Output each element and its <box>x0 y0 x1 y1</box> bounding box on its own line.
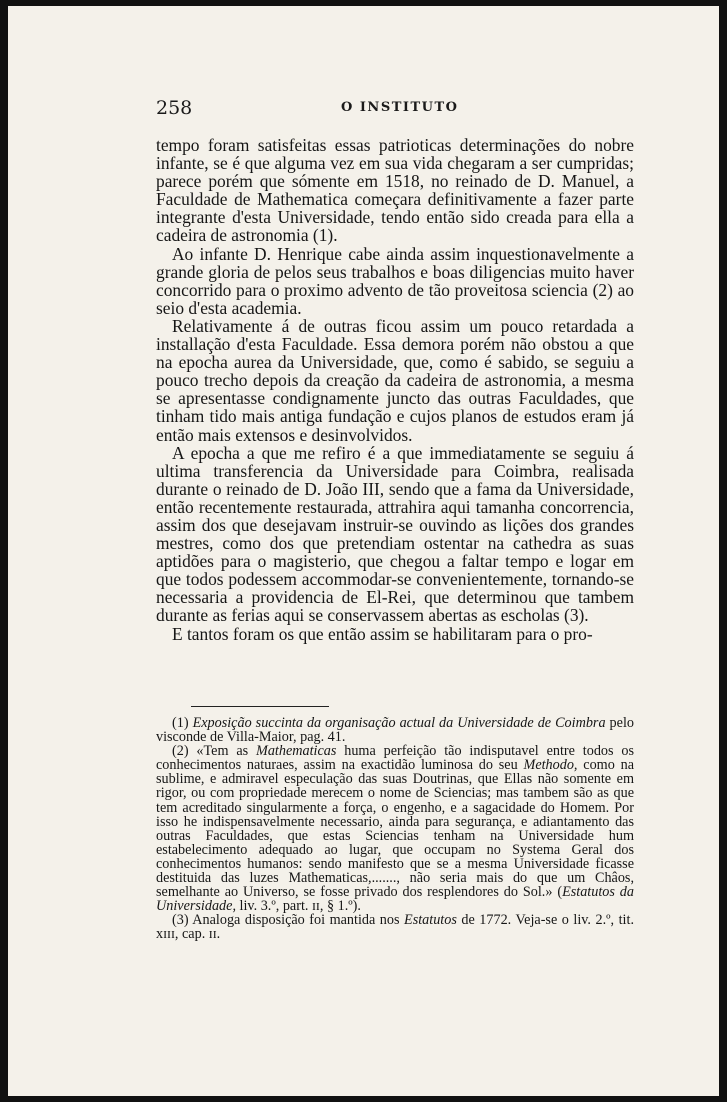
footnote-1 <box>156 716 634 744</box>
footnote-2 <box>156 744 634 913</box>
paragraph-2: Ao infante D. Henrique cabe ainda assim inquestionavelmente a grande gloria de pelos seus trabalhos e boas diligencias muito haver concorrido para o proximo advento de tão proveitosa sciencia (2) ao seio d'esta academia. <box>156 243 634 318</box>
paragraph-4: A epocha a que me refiro é a que immediatamente se seguiu á ultima transferencia da Universidade para Coimbra, realisada durante o reinado de D. João III, sendo que a fama da Universidade, então recentemente restaurada, attrahira aqui tamanha concorrencia, assim dos que desejavam instruir-se ouvindo as lições dos grandes mestres, como dos que pretendiam ostentar na cathedra as suas aptidões para o magisterio, que chegou a faltar tempo e logar em que todos podessem accommodar-se convenientemente, tornando-se necessaria a providencia de El-Rei, que determinou que tambem durante as ferias aqui se conservassem abertas as escholas (3). <box>156 442 634 626</box>
paragraph-5: E tantos foram os que então assim se habilitaram para o pro- <box>172 623 593 644</box>
footnote-2-text-g: liv. 3.º, part. ɪɪ, § 1.º). <box>236 898 361 915</box>
book-page <box>8 6 719 1096</box>
footnote-2-italic-b: Mathematicas <box>256 743 337 760</box>
footnote-3 <box>156 913 634 941</box>
footnote-divider <box>191 706 329 707</box>
paragraph-3: Relativamente á de outras ficou assim um pouco retardada a installação d'esta Faculdade. Essa demora porém não obstou a que na epocha aurea da Universidade, que, como é sabido, se seguiu a pouco trecho depois da creação da cadeira de astronomia, a mesma se apresentasse condignamente juncto das outras Faculdades, que tinham tido mais antiga fundação e cujos planos de estudos eram já então mais extensos e desinvolvidos. <box>156 315 634 445</box>
footnotes <box>156 716 634 942</box>
footnote-2-text-e: como na sublime, e admiravel especulação das suas Doutrinas, que Ellas não somente em rigor, ou com propriedade merecem o nome de Sciencias; mas tambem são as que tem acreditado singularmente a força, o engenho, e a sagacidade do Homem. Por isso he indispensavelmente necessario, ainda para segurança, e adiantamento das outras Faculdades, que estas Sciencias tenham na Universidade hum estabelecimento adequado ao lugar, que occupam no Systema Geral dos conhecimentos humanos: sendo manifesto que se a mesma Universidade ficasse destituida das luzes Mathematicas,......., não seria mais do que um Châos, semelhante ao Universo, se fosse privado dos resplendores do Sol.» ( <box>156 757 634 901</box>
footnote-1-title: Exposição succinta da organisação actual da Universidade de Coimbra <box>192 715 606 731</box>
footnote-1-mark: (1) <box>172 715 189 731</box>
footnote-2-text-a: (2) «Tem as <box>172 743 256 760</box>
footnote-3-italic-b: Estatutos <box>404 912 457 929</box>
footnote-3-text-a: (3) Analoga disposição foi mantida nos <box>172 912 405 929</box>
footnote-3-text-c: de 1772. Veja-se o liv. 2.º, tit. xɪɪɪ, cap. ɪɪ. <box>156 912 634 943</box>
running-title: O INSTITUTO <box>341 100 459 115</box>
body-text <box>156 136 634 643</box>
paragraph-1: tempo foram satisfeitas essas patrioticas determinações do nobre infante, se é que alguma vez em sua vida chegaram a ser cumpridas; parece porém que sómente em 1518, no reinado de D. Manuel, a Faculdade de Mathematica começara definitivamente a fazer parte integrante d'esta Universidade, tendo então sido creada para ella a cadeira de astronomia (1). <box>156 135 634 246</box>
footnote-1-rest: pelo visconde de Villa-Maior, pag. 41. <box>156 715 634 746</box>
footnote-2-italic-d: Methodo, <box>523 757 578 774</box>
footnote-2-italic-f: Estatutos da Universidade, <box>156 884 634 915</box>
page-number: 258 <box>156 97 193 119</box>
footnote-2-text-c: huma perfeição tão indisputavel entre todos os conhecimentos naturaes, assim na exactidão luminosa do seu <box>156 743 634 774</box>
